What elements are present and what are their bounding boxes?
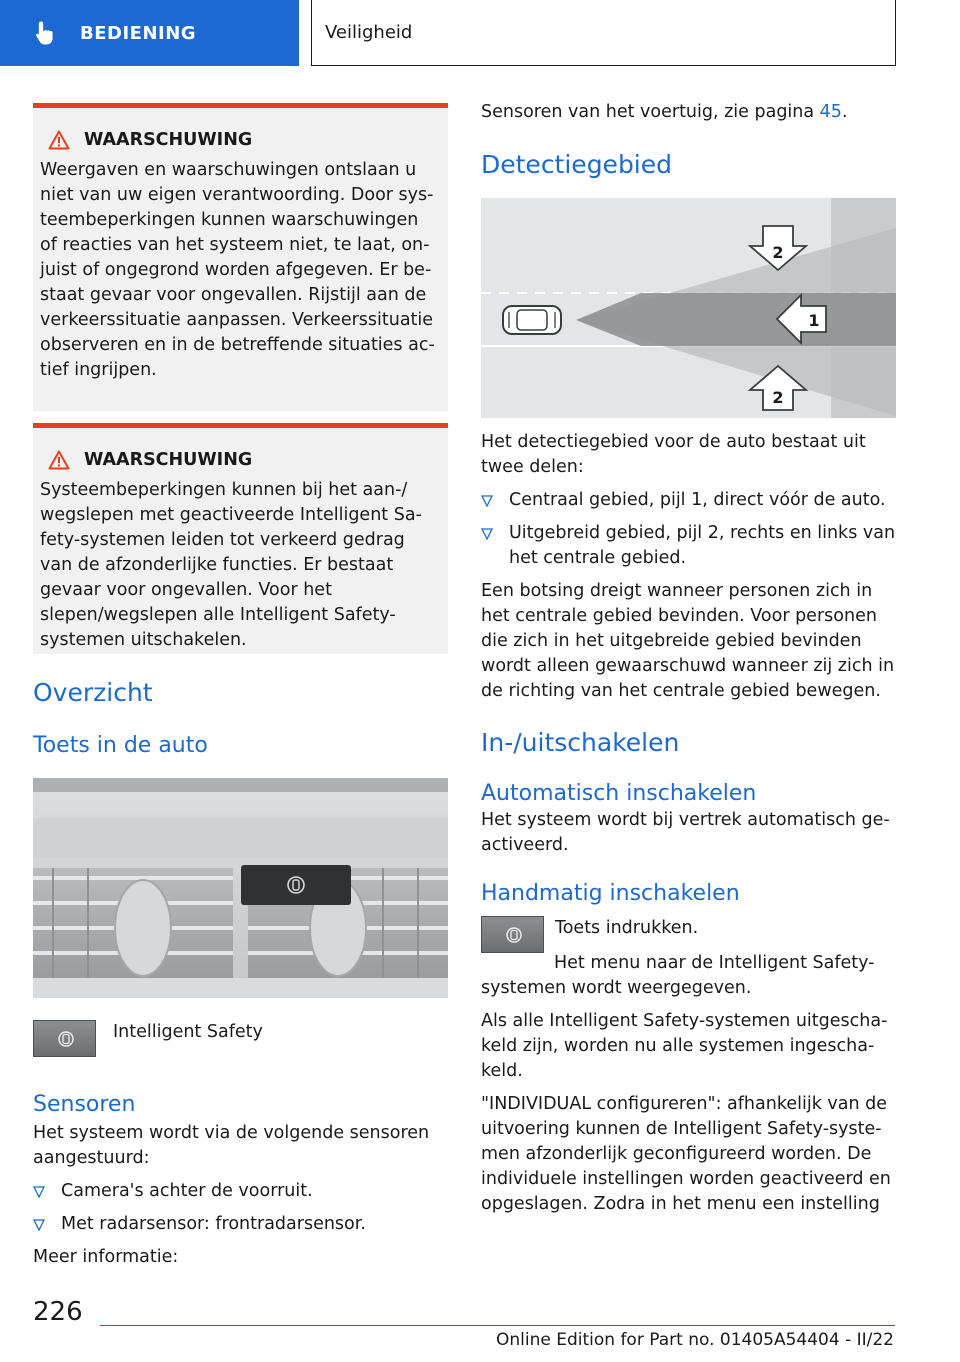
warning-title: WAARSCHUWING [40,130,438,150]
detection-area-diagram [481,198,896,418]
button-row [33,1020,448,1057]
right-column [481,100,896,1217]
footer-divider [100,1325,895,1326]
meer-info: Meer informatie: [33,1247,179,1267]
auto-text: Het systeem wordt bij vertrek automatisch geactiveerd. [481,810,890,855]
intelligent-safety-icon [506,926,522,944]
detectie-list [481,488,896,571]
left-column [33,103,448,1270]
page-number: 226 [33,1297,83,1327]
intelligent-safety-icon [58,1030,74,1048]
hand-text: Het menu naar de Intelligent Safety-systemen wordt weergegeven. [481,953,875,998]
arrow-label-top: 2 [772,243,784,262]
chapter-label: Veiligheid [325,22,413,43]
button-caption: Intelligent Safety [113,1022,263,1042]
warning-title: WAARSCHUWING [40,450,438,470]
bullet-triangle-icon [481,495,493,507]
heading-overzicht: Overzicht [33,678,153,707]
warning-triangle-icon [48,130,70,150]
hand-step-row [481,916,896,953]
dashboard-button-photo [33,778,448,998]
arrow-label-mid: 1 [808,311,820,330]
list-item: Uitgebreid gebied, pijl 2, rechts en links van het centrale gebied. [481,521,896,571]
sensor-reference: Sensoren van het voertuig, zie pagina 45. [481,102,848,122]
sensoren-list [33,1179,448,1237]
heading-detectiegebied: Detectiegebied [481,150,673,179]
warning-box-2 [33,423,448,654]
heading-in-uitschakelen: In-/uitschakelen [481,728,680,757]
heading-sensoren: Sensoren [33,1092,136,1117]
intelligent-safety-button[interactable] [33,1020,96,1057]
section-label: BEDIENING [80,22,197,44]
footer-edition: Online Edition for Part no. 01405A54404 - II/22 [495,1330,894,1350]
arrow-label-bottom: 2 [772,388,784,407]
chapter-tab [311,0,896,66]
page-link[interactable]: 45 [819,102,842,122]
heading-toets: Toets in de auto [33,733,208,758]
warning-text: Systeembeperkingen kunnen bij het aan-/ wegslepen met geactiveerde Intelligent Safety-systemen leiden tot verkeerd gedrag van de afzonderlijke functies. Er bestaat gevaar voor ongevallen. Voor het slepen/wegslepen alle Intelligent Safety-systemen uitschakelen. [40,480,422,650]
bullet-triangle-icon [33,1219,45,1231]
warning-triangle-icon [48,450,70,470]
hand-step: Toets indrukken. [555,918,699,938]
warning-text: Weergaven en waarschuwingen ontslaan u niet van uw eigen verantwoording. Door systeembeperkingen kunnen waarschuwingen of reacties van het systeem niet, te laat, onjuist of ongegrond worden afgegeven. Er bestaat gevaar voor ongevallen. Rijstijl aan de verkeerssituatie aanpassen. Verkeerssituatie observeren en in de betreffende situaties actief ingrijpen. [40,160,435,380]
sensoren-text: Het systeem wordt via de volgende sensoren aangestuurd: [33,1123,430,1168]
detectie-text: Het detectiegebied voor de auto bestaat uit twee delen: [481,432,866,477]
list-item: Centraal gebied, pijl 1, direct vóór de auto. [481,488,896,513]
list-item: Camera's achter de voorruit. [33,1179,448,1204]
individual-text: "INDIVIDUAL configureren": afhankelijk van de uitvoering kunnen de Intelligent Safety-systemen afzonderlijk geconfigureerd worden. De individuele instellingen worden geactiveerd en opgeslagen. Zodra in het menu een instelling [481,1094,891,1214]
list-item: Met radarsensor: frontradarsensor. [33,1212,448,1237]
heading-handmatig: Handmatig inschakelen [481,881,740,906]
bullet-triangle-icon [481,528,493,540]
warning-box-1 [33,103,448,411]
botsing-text: Een botsing dreigt wanneer personen zich in het centrale gebied bevinden. Voor personen die zich in het uitgebreide gebied bevinden wordt alleen gewaarschuwd wanneer zij zich in de richting van het centrale gebied bewegen. [481,581,895,701]
alle-text: Als alle Intelligent Safety-systemen uitgeschakeld zijn, worden nu alle systemen ingeschakeld. [481,1011,888,1081]
heading-automatisch: Automatisch inschakelen [481,781,757,806]
intelligent-safety-button[interactable] [481,916,544,953]
hand-pointer-icon [34,20,58,46]
section-tab [0,0,299,66]
bullet-triangle-icon [33,1186,45,1198]
